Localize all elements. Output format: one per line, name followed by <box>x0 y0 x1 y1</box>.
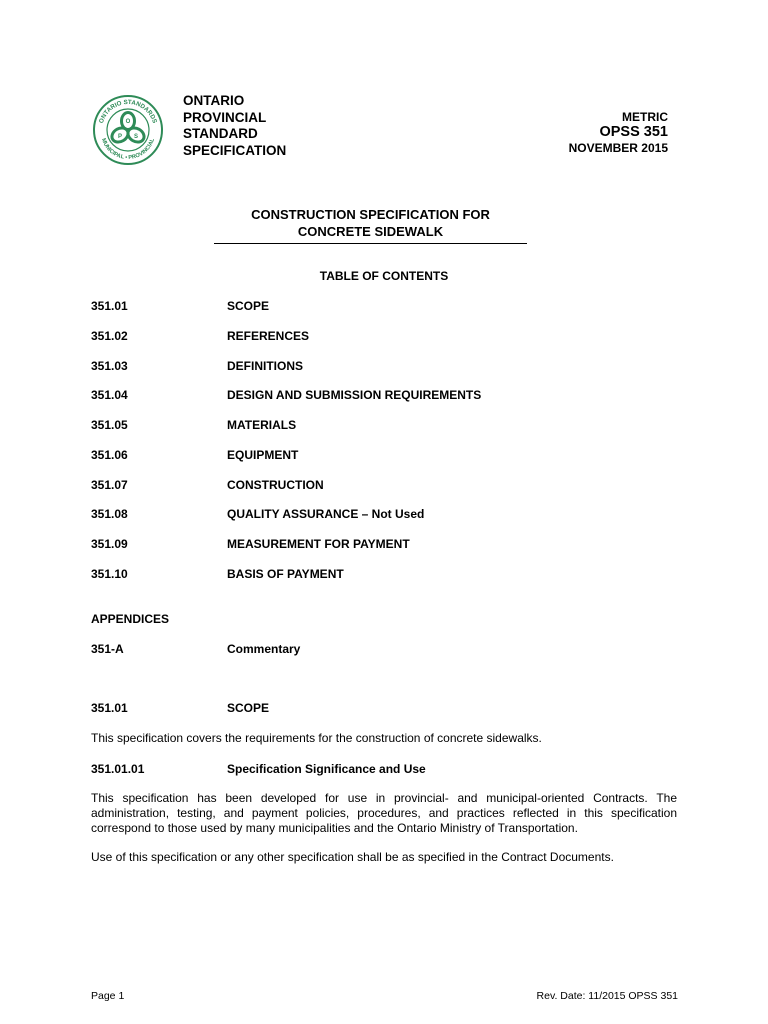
opss-seal-logo <box>92 94 164 166</box>
toc-item[interactable] <box>91 507 424 521</box>
toc-item[interactable] <box>91 448 298 462</box>
org-line: ONTARIO <box>183 93 245 108</box>
scope-paragraph: This specification covers the requirements for the construction of concrete sidewalks. <box>91 731 542 745</box>
logo-letter-p: P <box>117 134 123 140</box>
appendices-heading: APPENDICES <box>91 612 170 626</box>
subsection-number: 351.01.01 <box>91 762 145 776</box>
toc-item[interactable] <box>91 478 324 492</box>
logo-ring-text-bottom: MUNICIPAL • PROVINCIAL <box>99 137 157 162</box>
logo-letter-s: S <box>133 134 139 140</box>
org-line: SPECIFICATION <box>183 142 287 158</box>
document-title <box>214 206 527 244</box>
toc-item-number: 351.10 <box>91 567 128 581</box>
section-title: SCOPE <box>227 701 270 715</box>
section-number: 351.01 <box>91 701 128 715</box>
toc-item-label: DEFINITIONS <box>227 359 304 373</box>
logo-ring-text-top: ONTARIO STANDARDS <box>97 98 159 125</box>
document-date: NOVEMBER 2015 <box>568 141 668 155</box>
document-code: OPSS 351 <box>599 124 668 140</box>
toc-item-number: 351.03 <box>91 359 128 373</box>
toc-item-label: QUALITY ASSURANCE – Not Used <box>227 507 425 521</box>
toc-item[interactable] <box>91 537 410 551</box>
title-line-1: CONSTRUCTION SPECIFICATION FOR <box>251 207 490 222</box>
toc-item-number: 351.02 <box>91 329 128 343</box>
logo-letter-o: O <box>125 119 131 125</box>
toc-item-number: 351.08 <box>91 507 128 521</box>
toc-item[interactable] <box>91 388 481 402</box>
toc-item-label: CONSTRUCTION <box>227 478 324 492</box>
toc-item-number: 351.09 <box>91 537 128 551</box>
org-line: STANDARD <box>183 126 258 141</box>
toc-item-label: MEASUREMENT FOR PAYMENT <box>227 537 410 551</box>
document-meta <box>569 110 668 155</box>
toc-item-label: EQUIPMENT <box>227 448 299 462</box>
toc-item[interactable] <box>91 359 303 373</box>
subsection-heading <box>91 762 426 776</box>
toc-item-label: DESIGN AND SUBMISSION REQUIREMENTS <box>227 388 482 402</box>
org-line: PROVINCIAL <box>183 109 267 125</box>
title-line-2: CONCRETE SIDEWALK <box>297 224 444 239</box>
toc-item-label: MATERIALS <box>227 418 297 432</box>
toc-item[interactable] <box>91 567 344 581</box>
revision-info: Rev. Date: 11/2015 OPSS 351 <box>536 990 678 1002</box>
appendix-label: Commentary <box>227 642 301 656</box>
toc-item-label: BASIS OF PAYMENT <box>227 567 344 581</box>
toc-item[interactable] <box>91 299 269 313</box>
organization-name <box>183 93 286 159</box>
toc-heading: TABLE OF CONTENTS <box>319 269 449 283</box>
appendix-number: 351-A <box>91 642 124 656</box>
toc-item-number: 351.05 <box>91 418 128 432</box>
metric-label: METRIC <box>622 110 668 124</box>
page-number: Page 1 <box>91 990 125 1002</box>
appendix-item[interactable] <box>91 642 300 656</box>
toc-item[interactable] <box>91 418 296 432</box>
subsection-title: Specification Significance and Use <box>227 762 426 776</box>
toc-item-number: 351.06 <box>91 448 128 462</box>
toc-item[interactable] <box>91 329 309 343</box>
toc-item-label: REFERENCES <box>227 329 310 343</box>
toc-item-number: 351.04 <box>91 388 128 402</box>
significance-paragraph: This specification has been developed for use in provincial- and municipal-oriented Contracts. The administration, testing, and payment policies, procedures, and practices reflected in this specification correspond to those used by many municipalities and the Ontario Ministry of Transportation. <box>91 791 677 835</box>
section-heading <box>91 701 269 715</box>
usage-paragraph: Use of this specification or any other specification shall be as specified in the Contract Documents. <box>91 850 614 864</box>
toc-item-number: 351.07 <box>91 478 128 492</box>
toc-item-number: 351.01 <box>91 299 128 313</box>
toc-item-label: SCOPE <box>227 299 270 313</box>
